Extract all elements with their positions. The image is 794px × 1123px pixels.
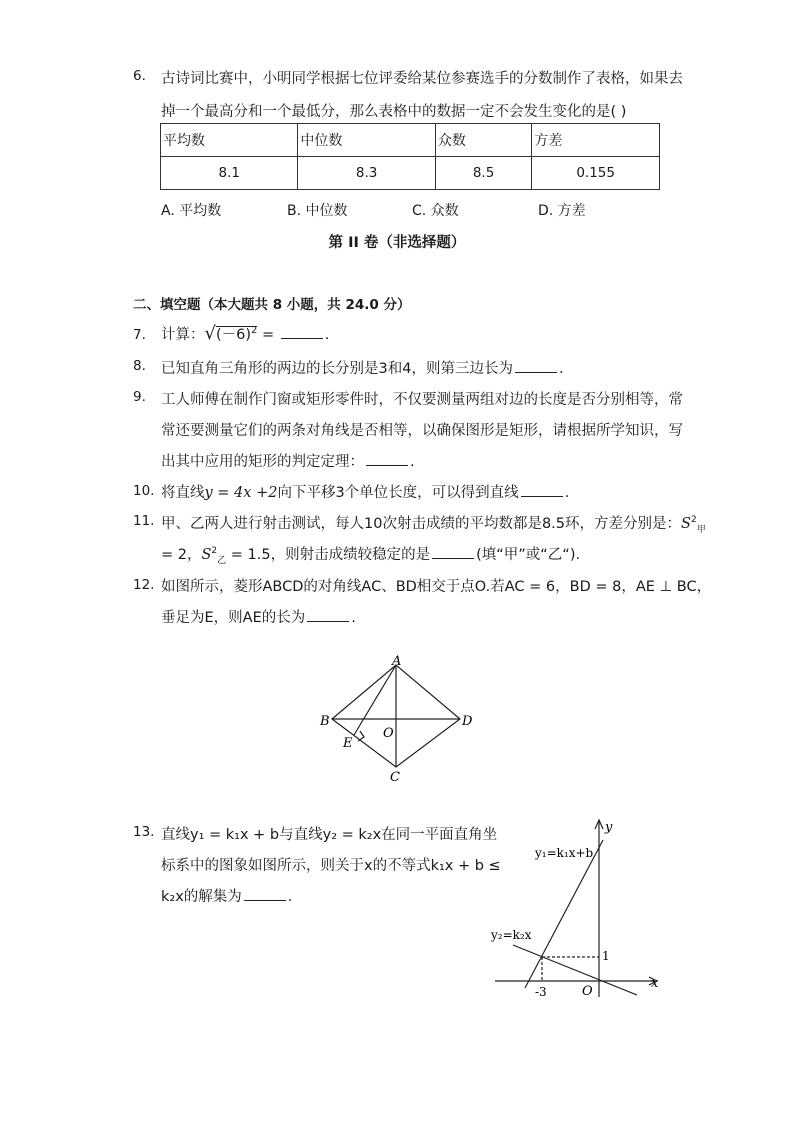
table-header-mode: 众数 [435,124,531,157]
part-title: 二、填空题（本大题共 8 小题，共 24.0 分） [133,297,411,313]
table-value-mode: 8.5 [435,157,531,190]
q12-number: 12. [133,577,155,593]
label-d: D [462,714,473,729]
answer-blank [281,326,323,339]
line-y2 [513,945,637,995]
y-axis-label: y [605,820,613,835]
label-c: C [390,770,400,785]
q6-option-c: C. 众数 [412,203,459,219]
label-b: B [320,714,330,729]
label-e: E [343,736,353,751]
rhombus-figure [310,655,480,785]
q7-eq: = [257,327,279,343]
q7-prefix: 计算： [161,327,205,343]
q6-stats-table [160,123,660,190]
q9-number: 9. [133,389,146,405]
label-o: O [383,726,394,741]
q7-number: 7. [133,327,146,343]
label-a: A [392,655,402,669]
q11-number: 11. [133,513,155,529]
y1-label: y₁=k₁x+b [535,846,594,860]
q8-number: 8. [133,358,146,374]
q9-line1: 工人师傅在制作门窗或矩形零件时，不仅要测量两组对边的长度是否分别相等，常 [161,392,683,408]
q8-line: 已知直角三角形的两边的长分别是3和4，则第三边长为 . [161,361,564,377]
q6-option-a: A. 平均数 [161,203,222,219]
q12-line2: 垂足为E，则AE的长为 . [161,610,356,626]
table-header-variance: 方差 [532,124,660,157]
table-value-median: 8.3 [298,157,435,190]
sqrt-sign: √ [204,323,216,344]
q13-line3: k₂x的解集为 . [161,889,293,905]
answer-blank [432,546,474,559]
q7-line: 计算：$√(-6)^2$ = . [161,323,330,344]
q6-option-b: B. 中位数 [287,203,348,219]
q11-line1: 甲、乙两人进行射击测试，每人10次射击成绩的平均数都是8.5环，方差分别是：$S^2_甲$ [161,515,706,535]
q7-radicand: $(-6)^2$ [215,325,258,343]
q10-number: 10. [133,483,155,499]
table-value-variance: 0.155 [532,157,660,190]
origin-label: O [582,984,593,999]
altitude-ae [354,665,396,735]
q6-line1: 古诗词比赛中，小明同学根据七位评委给某位参赛选手的分数制作了表格，如果去 [161,71,683,87]
coordinate-figure [485,815,670,1000]
q6-line2: 掉一个最高分和一个最低分，那么表格中的数据一定不会发生变化的是( ) [161,104,627,120]
tick-x-neg3: -3 [535,985,547,999]
q9-line3: 出其中应用的矩形的判定定理： . [161,454,415,470]
y2-label: y₂=k₂x [491,928,532,942]
q13-line1: 直线y₁ = k₁x + b与直线y₂ = k₂x在同一平面直角坐 [161,827,498,843]
q9-line2: 常还要测量它们的两条对角线是否相等，以确保图形是矩形，请根据所学知识，写 [161,423,683,439]
q13-line2: 标系中的图象如图所示，则关于x的不等式k₁x + b ≤ [161,858,501,874]
q10-equation: y = 4x +2 [204,485,278,501]
tick-y-1: 1 [602,949,610,963]
q13-number: 13. [133,824,155,840]
table-header-median: 中位数 [298,124,435,157]
answer-blank [307,609,349,622]
q12-line1: 如图所示，菱形ABCD的对角线AC、BD相交于点O.若AC = 6，BD = 8，AE ⊥ BC， [161,579,712,595]
section-title: 第 II 卷（非选择题） [328,235,466,251]
table-header-mean: 平均数 [161,124,298,157]
x-axis-label: x [651,976,659,991]
answer-blank [515,360,557,373]
q6-number: 6. [133,68,146,84]
table-value-mean: 8.1 [161,157,298,190]
q6-option-d: D. 方差 [538,203,586,219]
q10-line: 将直线y = 4x +2向下平移3个单位长度，可以得到直线 . [161,485,570,501]
answer-blank [244,888,286,901]
q11-line2: = 2，$S^2_乙 = 1.5$，则射击成绩较稳定的是 (填“甲”或“乙“). [161,546,581,566]
answer-blank [366,453,408,466]
answer-blank [521,484,563,497]
